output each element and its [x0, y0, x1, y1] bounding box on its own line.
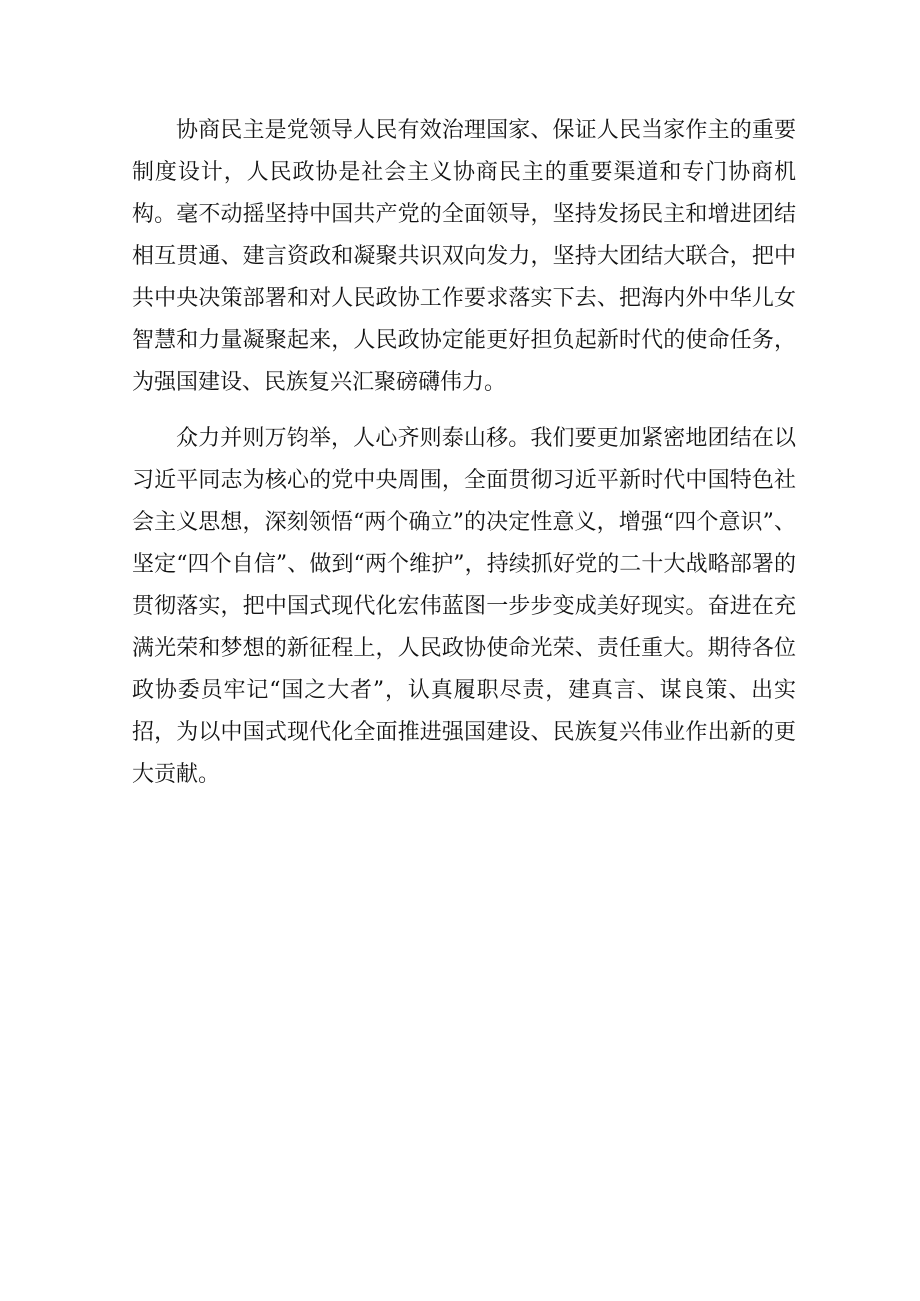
document-body: [132, 110, 796, 796]
paragraph-1: 协商民主是党领导人民有效治理国家、保证人民当家作主的重要制度设计，人民政协是社会主义协商民主的重要渠道和专门协商机构。毫不动摇坚持中国共产党的全面领导，坚持发扬民主和增进团结相互贯通、建言资政和凝聚共识双向发力，坚持大团结大联合，把中共中央决策部署和对人民政协工作要求落实下去、把海内外中华儿女智慧和力量凝聚起来，人民政协定能更好担负起新时代的使命任务，为强国建设、民族复兴汇聚磅礴伟力。: [132, 118, 796, 395]
paragraph-2: 众力并则万钧举，人心齐则泰山移。我们要更加紧密地团结在以习近平同志为核心的党中央周围，全面贯彻习近平新时代中国特色社会主义思想，深刻领悟“两个确立”的决定性意义，增强“四个意识”、坚定“四个自信”、做到“两个维护”，持续抓好党的二十大战略部署的贯彻落实，把中国式现代化宏伟蓝图一步步变成美好现实。奋进在充满光荣和梦想的新征程上，人民政协使命光荣、责任重大。期待各位政协委员牢记“国之大者”，认真履职尽责，建真言、谋良策、出实招，为以中国式现代化全面推进强国建设、民族复兴伟业作出新的更大贡献。: [132, 426, 796, 787]
